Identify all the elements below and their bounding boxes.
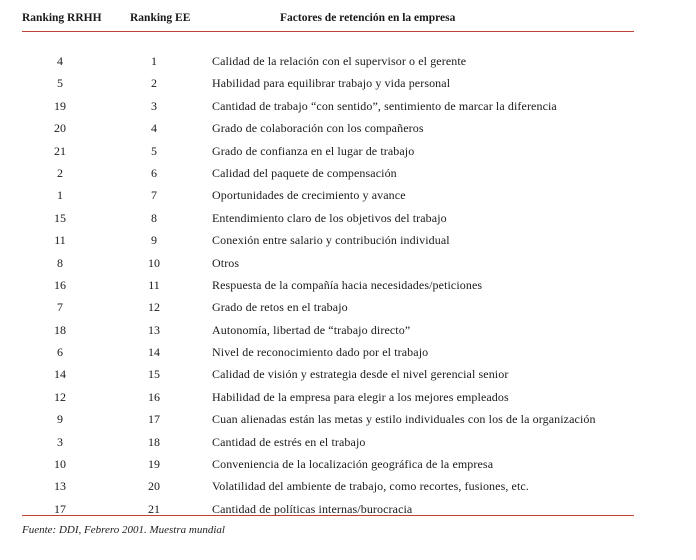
- cell-ranking-ee: 20: [148, 479, 160, 494]
- cell-factor: Calidad de visión y estrategia desde el nivel gerencial senior: [212, 367, 509, 382]
- cell-factor: Volatilidad del ambiente de trabajo, como recortes, fusiones, etc.: [212, 479, 529, 494]
- cell-factor: Habilidad de la empresa para elegir a los mejores empleados: [212, 389, 509, 404]
- retention-table: [22, 8, 634, 516]
- cell-ranking-rrhh: 11: [54, 233, 66, 248]
- cell-ranking-rrhh: 21: [54, 143, 66, 158]
- cell-ranking-ee: 21: [148, 501, 160, 516]
- cell-factor: Otros: [212, 255, 240, 270]
- table-body: [22, 50, 634, 520]
- cell-ranking-ee: 19: [148, 457, 160, 472]
- cell-ranking-rrhh: 9: [57, 412, 63, 427]
- cell-ranking-rrhh: 3: [57, 434, 63, 449]
- cell-ranking-rrhh: 8: [57, 255, 63, 270]
- table-bottom-divider: [22, 515, 634, 516]
- cell-ranking-ee: 11: [148, 277, 160, 292]
- table-row: [22, 386, 634, 408]
- cell-ranking-rrhh: 6: [57, 345, 63, 360]
- cell-ranking-rrhh: 4: [57, 54, 63, 68]
- cell-factor: Cantidad de estrés en el trabajo: [212, 434, 366, 449]
- cell-factor: Conexión entre salario y contribución individual: [212, 233, 450, 248]
- table-row: [22, 229, 634, 251]
- cell-factor: Grado de colaboración con los compañeros: [212, 121, 424, 136]
- cell-ranking-ee: 10: [148, 255, 160, 270]
- table-row: [22, 162, 634, 184]
- table-header: [22, 8, 634, 30]
- cell-ranking-rrhh: 19: [54, 98, 66, 113]
- cell-factor: Entendimiento claro de los objetivos del trabajo: [212, 210, 447, 225]
- cell-ranking-rrhh: 12: [54, 389, 66, 404]
- cell-ranking-rrhh: 10: [54, 457, 66, 472]
- table-row: [22, 453, 634, 475]
- cell-ranking-rrhh: 1: [57, 188, 63, 203]
- cell-factor: Conveniencia de la localización geográfica de la empresa: [212, 457, 494, 472]
- table-row: [22, 184, 634, 206]
- cell-ranking-rrhh: 17: [54, 501, 66, 516]
- cell-factor: Cantidad de políticas internas/burocracia: [212, 501, 413, 516]
- cell-factor: Respuesta de la compañía hacia necesidades/peticiones: [212, 277, 483, 292]
- cell-factor: Grado de retos en el trabajo: [212, 300, 348, 315]
- cell-ranking-ee: 13: [148, 322, 160, 337]
- cell-ranking-rrhh: 14: [54, 367, 66, 382]
- table-row: [22, 498, 634, 520]
- cell-ranking-ee: 6: [151, 165, 157, 180]
- source-note: Fuente: DDI, Febrero 2001. Muestra mundial: [22, 524, 225, 536]
- table-row: [22, 117, 634, 139]
- cell-factor: Calidad de la relación con el supervisor o el gerente: [212, 54, 467, 68]
- cell-ranking-ee: 5: [151, 143, 157, 158]
- table-row: [22, 431, 634, 453]
- table-row: [22, 50, 634, 72]
- table-row: [22, 207, 634, 229]
- table-row: [22, 140, 634, 162]
- table-row: [22, 296, 634, 318]
- cell-factor: Oportunidades de crecimiento y avance: [212, 188, 406, 203]
- header-factores: Factores de retención en la empresa: [280, 12, 456, 24]
- cell-factor: Calidad del paquete de compensación: [212, 165, 397, 180]
- cell-ranking-rrhh: 7: [57, 300, 63, 315]
- table-row: [22, 72, 634, 94]
- table-row: [22, 319, 634, 341]
- cell-ranking-rrhh: 15: [54, 210, 66, 225]
- cell-factor: Habilidad para equilibrar trabajo y vida personal: [212, 76, 451, 91]
- cell-ranking-ee: 1: [151, 54, 157, 68]
- cell-ranking-rrhh: 5: [57, 76, 63, 91]
- table-row: [22, 408, 634, 430]
- cell-ranking-ee: 18: [148, 434, 160, 449]
- cell-factor: Cantidad de trabajo “con sentido”, sentimiento de marcar la diferencia: [212, 98, 557, 113]
- cell-ranking-ee: 12: [148, 300, 160, 315]
- cell-ranking-ee: 9: [151, 233, 157, 248]
- header-ranking-ee: Ranking EE: [130, 12, 191, 24]
- table-row: [22, 274, 634, 296]
- table-row: [22, 95, 634, 117]
- cell-ranking-ee: 17: [148, 412, 160, 427]
- cell-ranking-ee: 8: [151, 210, 157, 225]
- table-row: [22, 341, 634, 363]
- header-ranking-rrhh: Ranking RRHH: [22, 12, 102, 24]
- cell-ranking-ee: 7: [151, 188, 157, 203]
- cell-ranking-ee: 3: [151, 98, 157, 113]
- header-divider: [22, 31, 634, 32]
- cell-ranking-rrhh: 2: [57, 165, 63, 180]
- cell-ranking-rrhh: 16: [54, 277, 66, 292]
- cell-factor: Cuan alienadas están las metas y estilo individuales con los de la organización: [212, 412, 596, 427]
- cell-factor: Autonomía, libertad de “trabajo directo”: [212, 322, 411, 337]
- cell-ranking-ee: 15: [148, 367, 160, 382]
- cell-ranking-ee: 4: [151, 121, 157, 136]
- cell-factor: Nivel de reconocimiento dado por el trabajo: [212, 345, 429, 360]
- cell-ranking-rrhh: 18: [54, 322, 66, 337]
- cell-ranking-ee: 14: [148, 345, 160, 360]
- table-row: [22, 252, 634, 274]
- table-row: [22, 363, 634, 385]
- table-row: [22, 475, 634, 497]
- cell-ranking-ee: 16: [148, 389, 160, 404]
- cell-ranking-rrhh: 20: [54, 121, 66, 136]
- cell-ranking-rrhh: 13: [54, 479, 66, 494]
- cell-factor: Grado de confianza en el lugar de trabajo: [212, 143, 415, 158]
- cell-ranking-ee: 2: [151, 76, 157, 91]
